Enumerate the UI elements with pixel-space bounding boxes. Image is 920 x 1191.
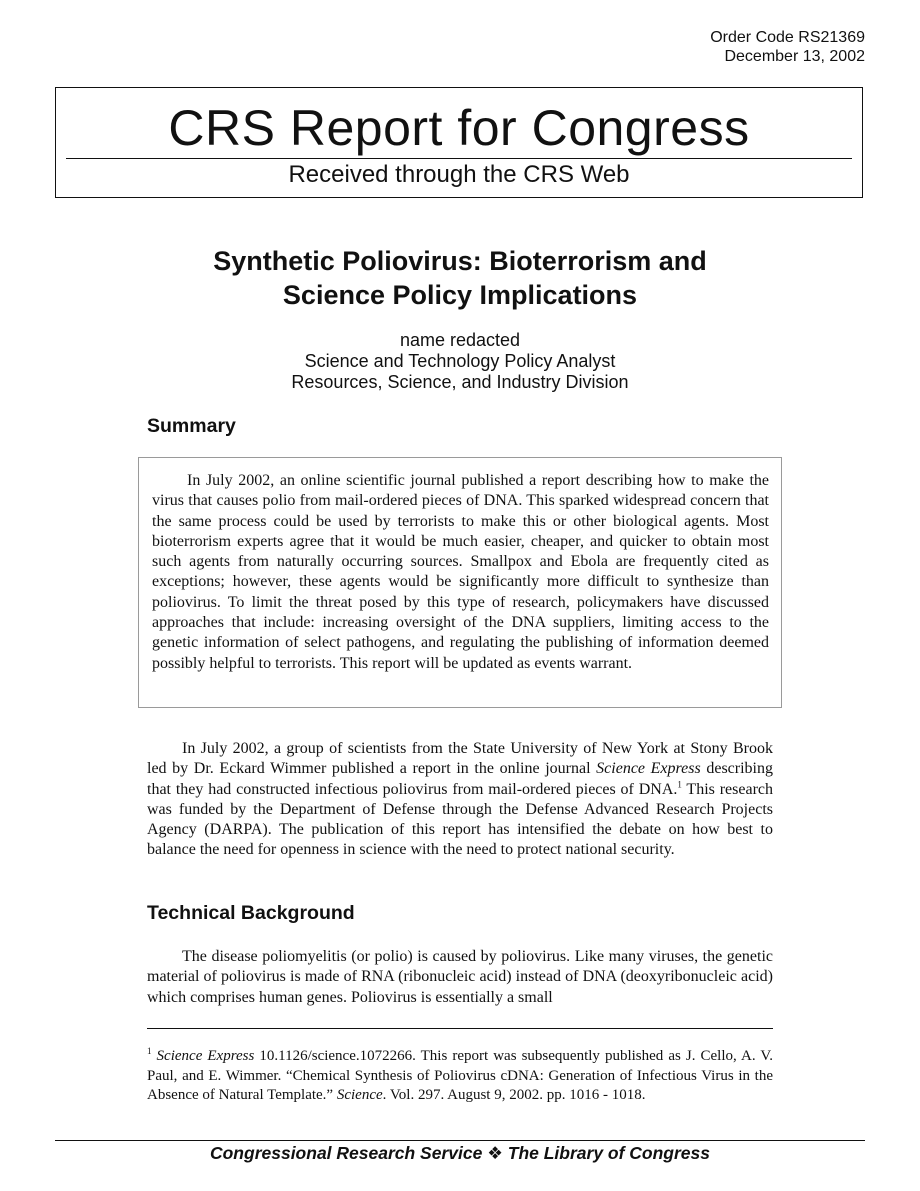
technical-background-heading: Technical Background	[147, 902, 355, 924]
footnote-divider	[147, 1028, 773, 1029]
footnote-marker: 1	[147, 1046, 152, 1056]
footer-divider	[55, 1140, 865, 1141]
intro-journal-name: Science Express	[596, 760, 701, 778]
page-footer: Congressional Research Service ❖ The Library of Congress	[209, 1143, 711, 1163]
summary-box	[138, 457, 782, 708]
report-title-line-2: Science Policy Implications	[282, 280, 638, 310]
intro-paragraph	[147, 739, 773, 861]
banner-subtitle: Received through the CRS Web	[288, 161, 630, 188]
footnote-text-1: 10.1126/science.1072266. This report was subsequently published as J. Cello, A. V. Paul, and E. Wimmer. “Chemical Synthesis of Poliovirus cDNA: Generation of Infectious Virus in the Absence of Natural Template.”	[147, 1048, 773, 1103]
technical-text: The disease poliomyelitis (or polio) is caused by poliovirus. Like many viruses, the genetic material of poliovirus is made of RNA (ribonucleic acid) instead of DNA (deoxyribonucleic acid) which comprises human genes. Poliovirus is essentially a small	[147, 948, 773, 1006]
order-info	[710, 28, 865, 66]
footnote-text-2: . Vol. 297. August 9, 2002. pp. 1016 - 1018.	[382, 1087, 646, 1103]
crs-banner	[55, 87, 863, 198]
author-division: Resources, Science, and Industry Division	[291, 372, 629, 392]
author-title: Science and Technology Policy Analyst	[304, 351, 616, 371]
technical-paragraph	[147, 947, 773, 1008]
intro-text-3: This research was funded by the Department of Defense through the Defense Advanced Research Projects Agency (DARPA). The publication of this report has intensified the debate on how best to balance the need for openness in science with the need to protect national security.	[147, 780, 773, 859]
banner-title: CRS Report for Congress	[168, 100, 750, 156]
footnote-reference[interactable]: 1	[677, 779, 682, 790]
summary-text: In July 2002, an online scientific journal published a report describing how to make the virus that causes polio from mail-ordered pieces of DNA. This sparked widespread concern that the same process could be used by terrorists to make this or other biological agents. Most bioterrorism experts agree that it would be much easier, cheaper, and quicker to obtain most such agents from naturally occurring sources. Smallpox and Ebola are frequently cited as exceptions; however, these agents would be significantly more difficult to synthesize than poliovirus. To limit the threat posed by this type of research, policymakers have discussed approaches that include: increasing oversight of the DNA suppliers, limiting access to the genetic information of select pathogens, and regulating the publishing of information deemed possibly helpful to terrorists. This report will be updated as events warrant.	[152, 472, 769, 672]
report-title	[0, 244, 920, 312]
intro-text-2: describing that they had constructed infectious poliovirus from mail-ordered pieces of DNA.	[147, 760, 773, 798]
report-title-line-1: Synthetic Poliovirus: Bioterrorism and	[213, 246, 707, 276]
footnote	[147, 1047, 773, 1106]
author-name: name redacted	[399, 330, 521, 350]
summary-heading: Summary	[147, 415, 236, 437]
footnote-journal-2: Science	[336, 1087, 383, 1103]
intro-text-1: In July 2002, a group of scientists from the State University of New York at Stony Brook led by Dr. Eckard Wimmer published a report in the online journal	[147, 740, 773, 778]
footnote-journal: Science Express	[156, 1048, 255, 1064]
banner-divider	[66, 158, 852, 159]
order-code: Order Code RS21369	[710, 29, 865, 46]
author-block	[0, 330, 920, 393]
report-date: December 13, 2002	[724, 48, 865, 65]
